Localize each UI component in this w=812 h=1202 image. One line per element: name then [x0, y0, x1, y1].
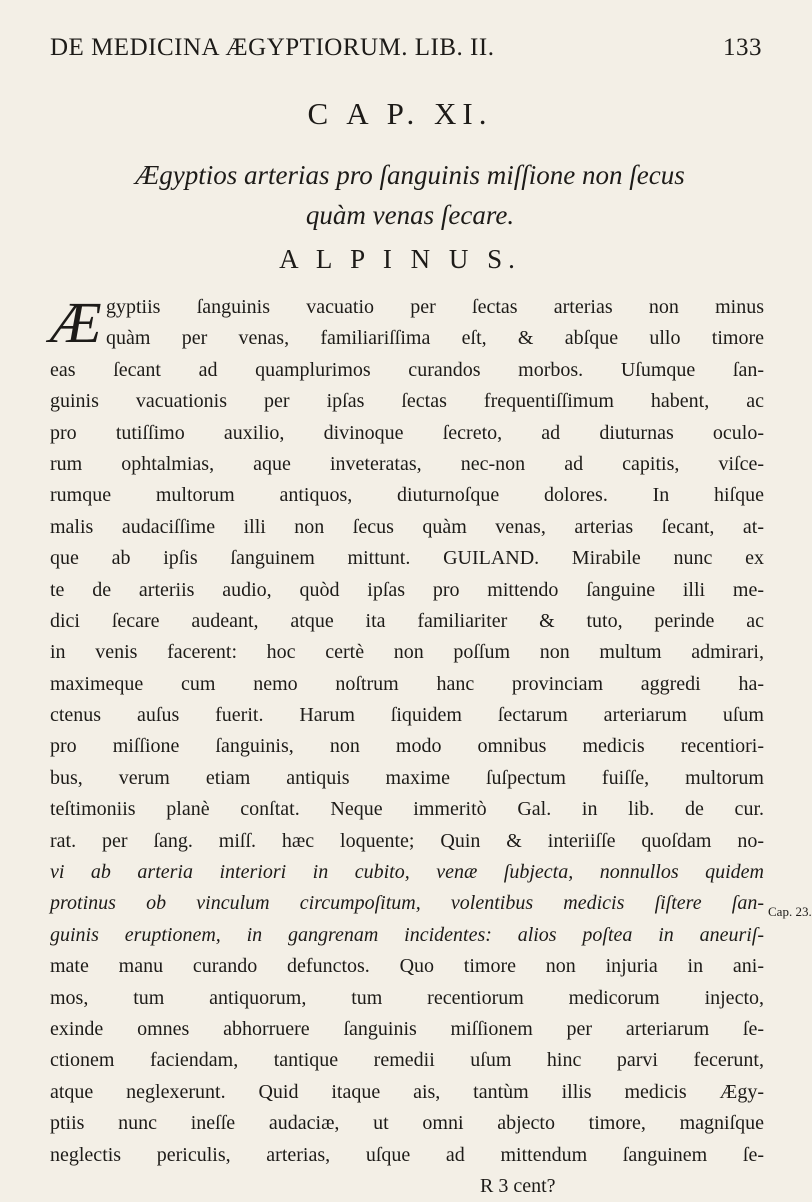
- signature-line: R 3 cent?: [480, 1174, 556, 1197]
- text-line: neglectis periculis, arterias, uſque ad mittendum ſanguinem ſe-: [50, 1143, 764, 1166]
- text-line: ctionem faciendam, tantique remedii uſum hinc parvi fecerunt,: [50, 1049, 764, 1072]
- text-line: ctenus auſus fuerit. Harum ſiquidem ſectarum arteriarum uſum: [50, 704, 764, 727]
- text-line: te de arteriis audio, quòd ipſas pro mittendo ſanguine illi me-: [50, 578, 764, 601]
- text-line: eas ſecant ad quamplurimos curandos morbos. Uſumque ſan-: [50, 358, 764, 381]
- text-line: mate manu curando defunctos. Quo timore non injuria in ani-: [50, 955, 764, 978]
- page-number: 133: [723, 34, 762, 61]
- text-line: gyptiis ſanguinis vacuatio per ſectas arterias non minus: [106, 296, 764, 318]
- text-line: rat. per ſang. miſſ. hæc loquente; Quin & interiiſſe quoſdam no-: [50, 829, 764, 852]
- text-line: maximeque cum nemo noſtrum hanc provinciam aggredi ha-: [50, 672, 764, 695]
- text-line: que ab ipſis ſanguinem mittunt. GUILAND. Mirabile nunc ex: [50, 547, 764, 570]
- text-line: rum ophtalmias, aque inveteratas, nec-non ad capitis, viſce-: [50, 452, 764, 475]
- chapter-label: C A P. XI.: [307, 96, 493, 131]
- chapter-title: [60, 155, 760, 235]
- text-line: in venis facerent: hoc certè non poſſum non multum admirari,: [50, 641, 764, 664]
- text-line: guinis eruptionem, in gangrenam incidentes: alios poſtea in aneuriſ-: [50, 923, 764, 946]
- chapter-title-line-1: Ægyptios arterias pro ſanguinis miſſione non ſecus: [135, 160, 685, 190]
- drop-cap: Æ: [50, 290, 102, 355]
- text-line: teſtimoniis planè conſtat. Neque immeritò Gal. in lib. de cur.: [50, 798, 764, 821]
- author-heading: A L P I N U S.: [279, 244, 521, 274]
- running-head-title: DE MEDICINA ÆGYPTIORUM. LIB. II.: [50, 34, 495, 61]
- text-line: pro tutiſſimo auxilio, divinoque ſecreto, ad diuturnas oculo-: [50, 421, 764, 444]
- body-text: [50, 292, 764, 1202]
- margin-note: Cap. 23.: [768, 904, 812, 919]
- text-line: guinis vacuationis per ipſas ſectas frequentiſſimum habent, ac: [50, 390, 764, 413]
- text-line: quàm per venas, familiariſſima eſt, & abſque ullo timore: [106, 327, 764, 350]
- text-line: bus, verum etiam antiquis maxime ſuſpectum fuiſſe, multorum: [50, 766, 764, 789]
- text-line: vi ab arteria interiori in cubito, venæ ſubjecta, nonnullos quidem: [50, 861, 764, 884]
- text-line: ptiis nunc ineſſe audaciæ, ut omni abjecto timore, magniſque: [50, 1112, 764, 1135]
- text-line: dici ſecare audeant, atque ita familiariter & tuto, perinde ac: [50, 609, 764, 632]
- chapter-title-line-2: quàm venas ſecare.: [305, 200, 515, 230]
- text-line: malis audaciſſime illi non ſecus quàm venas, arterias ſecant, at-: [50, 515, 764, 538]
- text-line: rumque multorum antiquos, diuturnoſque dolores. In hiſque: [50, 484, 764, 507]
- text-line: mos, tum antiquorum, tum recentiorum medicorum injecto,: [50, 986, 764, 1009]
- text-line: protinus ob vinculum circumpoſitum, volentibus medicis ſiſtere ſan-: [50, 892, 764, 915]
- running-head: [50, 34, 762, 64]
- text-line: pro miſſione ſanguinis, non modo omnibus medicis recentiori-: [50, 735, 764, 758]
- text-line: exinde omnes abhorruere ſanguinis miſſionem per arteriarum ſe-: [50, 1017, 764, 1040]
- text-line: atque neglexerunt. Quid itaque ais, tantùm illis medicis Ægy-: [50, 1080, 764, 1103]
